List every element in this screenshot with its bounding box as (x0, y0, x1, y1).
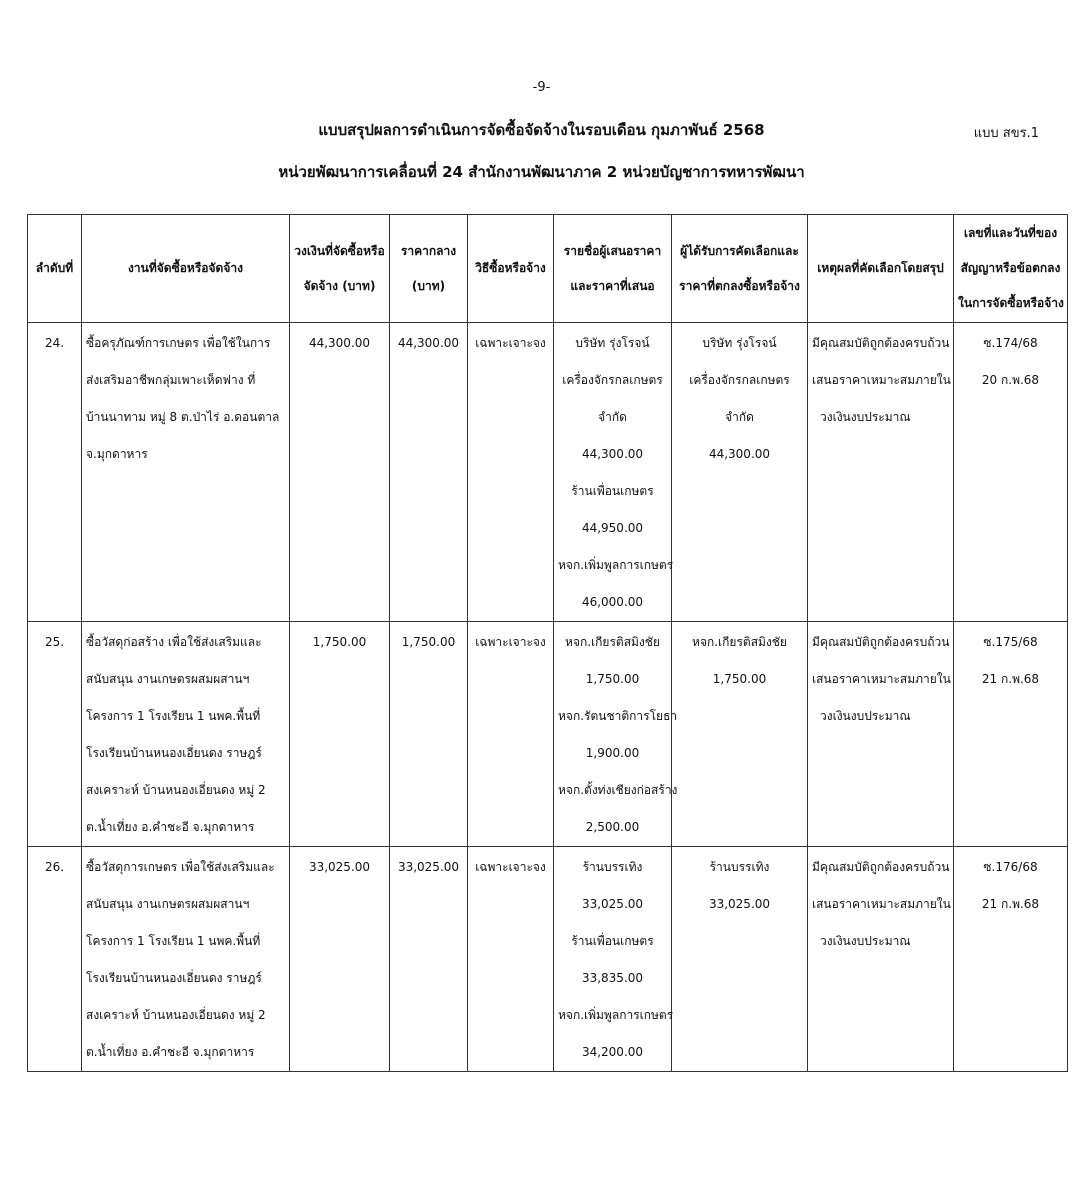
col-header-budget: วงเงินที่จัดซื้อหรือ จัดจ้าง (บาท) (290, 215, 390, 323)
row-work: ซื้อวัสดุการเกษตร เพื่อใช้ส่งเสริมและ สนับสนุน งานเกษตรผสมผสานฯ โครงการ 1 โรงเรียน 1 นพค.พื้นที่ โรงเรียนบ้านหนองเอี่ยนดง ราษฎร์ สงเคราะห์ บ้านหนองเอี่ยนดง หมู่ 2 ต.น้ำเที่ยง อ.คำชะอี จ.มุกดาหาร (82, 847, 290, 1072)
row-bidders: บริษัท รุ่งโรจน์ เครื่องจักรกลเกษตร จำกัด 44,300.00 ร้านเพื่อนเกษตร 44,950.00 หจก.เพิ่มพูลการเกษตร 46,000.00 (554, 323, 672, 622)
row-bidders: หจก.เกียรติสมิงชัย 1,750.00 หจก.รัตนชาติการโยธา 1,900.00 หจก.ตั้งท่งเชียงก่อสร้าง 2,500.00 (554, 622, 672, 847)
col-header-reason: เหตุผลที่คัดเลือกโดยสรุป (808, 215, 954, 323)
row-method: เฉพาะเจาะจง (468, 847, 554, 1072)
header-row (28, 215, 1068, 323)
unit-title: หน่วยพัฒนาการเคลื่อนที่ 24 สำนักงานพัฒนาภาค 2 หน่วยบัญชาการทหารพัฒนา (278, 163, 805, 181)
page-number: -9- (532, 80, 551, 95)
col-header-bidders: รายชื่อผู้เสนอราคา และราคาที่เสนอ (554, 215, 672, 323)
row-budget: 1,750.00 (290, 622, 390, 847)
table-row (28, 323, 1068, 622)
row-reason: มีคุณสมบัติถูกต้องครบถ้วน เสนอราคาเหมาะสมภายใน วงเงินงบประมาณ (808, 323, 954, 622)
col-header-method: วิธีซื้อหรือจ้าง (468, 215, 554, 323)
row-reason: มีคุณสมบัติถูกต้องครบถ้วน เสนอราคาเหมาะสมภายใน วงเงินงบประมาณ (808, 622, 954, 847)
row-method: เฉพาะเจาะจง (468, 622, 554, 847)
table-row (28, 622, 1068, 847)
row-contract: ซ.174/68 20 ก.พ.68 (954, 323, 1068, 622)
row-no: 26. (28, 847, 82, 1072)
row-reason: มีคุณสมบัติถูกต้องครบถ้วน เสนอราคาเหมาะสมภายใน วงเงินงบประมาณ (808, 847, 954, 1072)
procurement-table (27, 214, 1068, 1072)
row-work: ซื้อวัสดุก่อสร้าง เพื่อใช้ส่งเสริมและ สนับสนุน งานเกษตรผสมผสานฯ โครงการ 1 โรงเรียน 1 นพค.พื้นที่ โรงเรียนบ้านหนองเอี่ยนดง ราษฎร์ สงเคราะห์ บ้านหนองเอี่ยนดง หมู่ 2 ต.น้ำเที่ยง อ.คำชะอี จ.มุกดาหาร (82, 622, 290, 847)
row-no: 24. (28, 323, 82, 622)
row-no: 25. (28, 622, 82, 847)
row-winner: ร้านบรรเทิง 33,025.00 (672, 847, 808, 1072)
row-contract: ซ.176/68 21 ก.พ.68 (954, 847, 1068, 1072)
col-header-work: งานที่จัดซื้อหรือจัดจ้าง (82, 215, 290, 323)
row-bidders: ร้านบรรเทิง 33,025.00 ร้านเพื่อนเกษตร 33,835.00 หจก.เพิ่มพูลการเกษตร 34,200.00 (554, 847, 672, 1072)
row-winner: หจก.เกียรติสมิงชัย 1,750.00 (672, 622, 808, 847)
row-contract: ซ.175/68 21 ก.พ.68 (954, 622, 1068, 847)
report-title: แบบสรุปผลการดำเนินการจัดซื้อจัดจ้างในรอบเดือน กุมภาพันธ์ 2568 (318, 121, 765, 139)
row-method: เฉพาะเจาะจง (468, 323, 554, 622)
row-budget: 33,025.00 (290, 847, 390, 1072)
row-budget: 44,300.00 (290, 323, 390, 622)
col-header-winner: ผู้ได้รับการคัดเลือกและ ราคาที่ตกลงซื้อหรือจ้าง (672, 215, 808, 323)
row-median-price: 33,025.00 (390, 847, 468, 1072)
row-median-price: 1,750.00 (390, 622, 468, 847)
row-winner: บริษัท รุ่งโรจน์ เครื่องจักรกลเกษตร จำกัด 44,300.00 (672, 323, 808, 622)
col-header-median-price: ราคากลาง (บาท) (390, 215, 468, 323)
form-code: แบบ สขร.1 (973, 126, 1039, 141)
row-work: ซื้อครุภัณฑ์การเกษตร เพื่อใช้ในการ ส่งเสริมอาชีพกลุ่มเพาะเห็ดฟาง ที่ บ้านนาทาม หมู่ 8 ต.ป่าไร่ อ.ดอนตาล จ.มุกดาหาร (82, 323, 290, 622)
row-median-price: 44,300.00 (390, 323, 468, 622)
col-header-contract: เลขที่และวันที่ของ สัญญาหรือข้อตกลง ในการจัดซื้อหรือจ้าง (954, 215, 1068, 323)
table-row (28, 847, 1068, 1072)
col-header-no: ลำดับที่ (28, 215, 82, 323)
